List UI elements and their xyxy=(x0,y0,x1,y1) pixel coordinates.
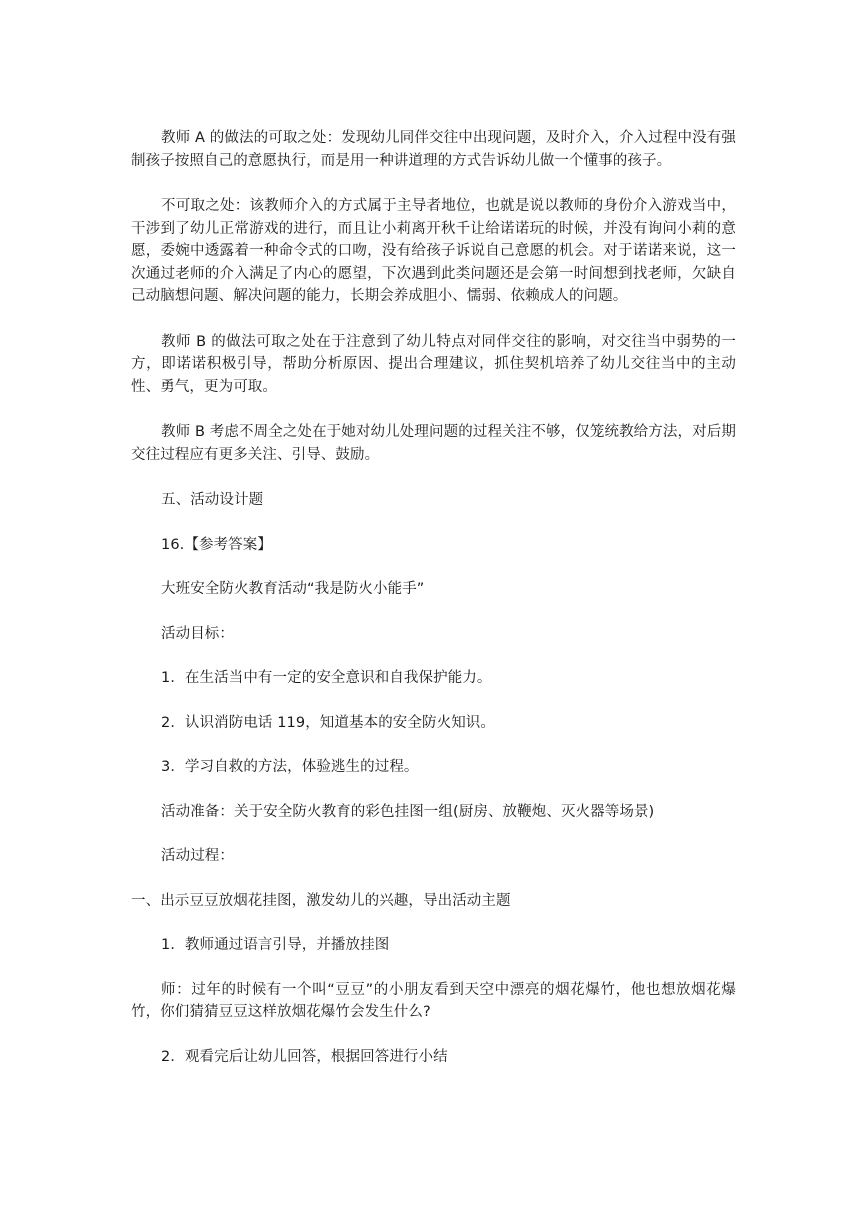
paragraph-teacher-b-shortcomings: 教师 B 考虑不周全之处在于她对幼儿处理问题的过程关注不够，仅笼统教给方法，对后期交往过程应有更多关注、引导、鼓励。 xyxy=(131,424,736,463)
process-substep-1: 1．教师通过语言引导，并播放挂图 xyxy=(161,937,390,953)
answer-heading: 16.【参考答案】 xyxy=(161,536,272,553)
paragraph-teacher-b-merits: 教师 B 的做法可取之处在于注意到了幼儿特点对同伴交往的影响，对交往当中弱势的一方，即诺诺积极引导，帮助分析原因、提出合理建议，抓住契机培养了幼儿交往当中的主动性、勇气，更为可取。 xyxy=(131,333,736,395)
activity-preparation: 活动准备：关于安全防火教育的彩色挂图一组(厨房、放鞭炮、灭火器等场景) xyxy=(161,803,655,820)
paragraph-teacher-a-shortcomings: 不可取之处：该教师介入的方式属于主导者地位，也就是说以教师的身份介入游戏当中，干涉到了幼儿正常游戏的进行，而且让小莉离开秋千让给诺诺玩的时候，并没有询问小莉的意愿，委婉中透露着一种命令式的口吻，没有给孩子诉说自己意愿的机会。对于诺诺来说，这一次通过老师的介入满足了内心的愿望，下次遇到此类问题还是会第一时间想到找老师，欠缺自己动脑想问题、解决问题的能力，长期会养成胆小、懦弱、依赖成人的问题。 xyxy=(131,198,736,304)
paragraph-teacher-a-merits: 教师 A 的做法的可取之处：发现幼儿同伴交往中出现问题，及时介入，介入过程中没有强制孩子按照自己的意愿执行，而是用一种讲道理的方式告诉幼儿做一个懂事的孩子。 xyxy=(131,130,736,169)
teacher-dialogue: 师：过年的时候有一个叫“豆豆”的小朋友看到天空中漂亮的烟花爆竹，他也想放烟花爆竹，你们猜猜豆豆这样放烟花爆竹会发生什么? xyxy=(131,981,736,1020)
goal-item-3: 3．学习自救的方法，体验逃生的过程。 xyxy=(161,759,419,775)
section-heading-activity-design: 五、活动设计题 xyxy=(161,492,264,508)
goal-item-2: 2．认识消防电话 119，知道基本的安全防火知识。 xyxy=(161,714,496,731)
goal-item-1: 1．在生活当中有一定的安全意识和自我保护能力。 xyxy=(161,670,492,686)
activity-process-heading: 活动过程： xyxy=(161,848,234,864)
activity-goals-heading: 活动目标： xyxy=(161,625,234,642)
process-step-1-heading: 一、出示豆豆放烟花挂图，激发幼儿的兴趣，导出活动主题 xyxy=(131,892,511,909)
process-substep-2: 2．观看完后让幼儿回答，根据回答进行小结 xyxy=(161,1048,448,1065)
activity-title: 大班安全防火教育活动“我是防火小能手” xyxy=(161,581,425,597)
document-body xyxy=(131,122,736,1068)
